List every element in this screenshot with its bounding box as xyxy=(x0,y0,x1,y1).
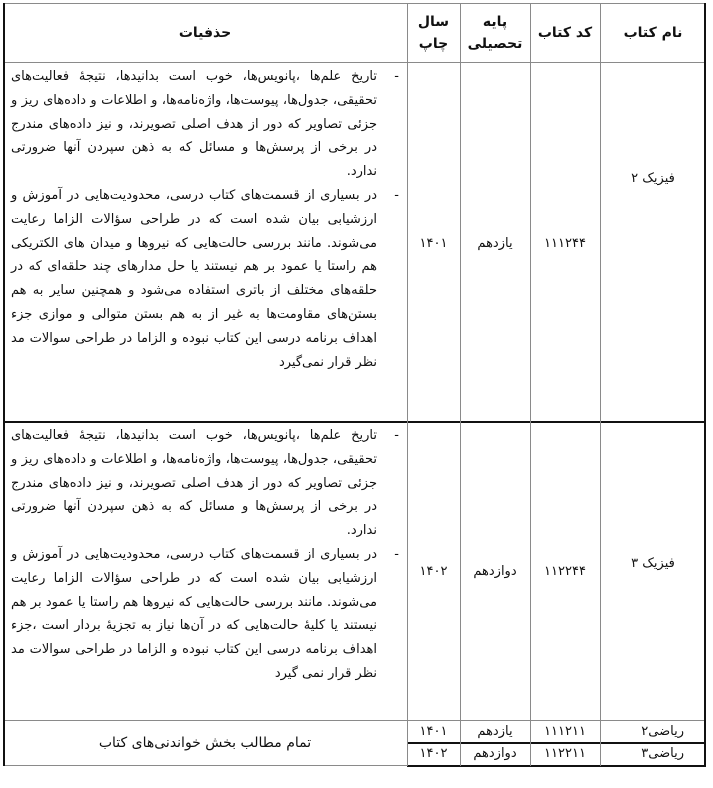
row1-book-name xyxy=(600,163,706,193)
row1-note-2 xyxy=(11,184,399,374)
row1-book-name-text: فیزیک ۲ xyxy=(631,170,675,186)
row1-book-code xyxy=(530,228,600,258)
row1-note-1 xyxy=(11,65,399,184)
divider-col-grade xyxy=(460,3,461,766)
row2-book-name xyxy=(600,548,706,578)
header-year-text: سال چاپ xyxy=(417,13,450,52)
row4-grade xyxy=(460,742,530,765)
divider-col-name xyxy=(600,3,601,766)
header-deletions-text: حذفیات xyxy=(178,24,232,41)
row2-note-1-text: تاریخ علم‌ها ،پانویس‌ها، خوب است بدانیدها، نتیجهٔ فعالیت‌های تحقیقی، جدول‌ها، پیوست‌ها، واژه‌نامه‌ها، و اطلاعات و داده‌های ریز و جزئی تصاویر که دور از هدف اصلی تصویرند، و نیز داده‌های مندرج در برخی از پرسش‌ها و مسائل که به ذهن سپردن آنها ضرورتی ندارد. xyxy=(11,428,377,539)
border-right xyxy=(704,3,706,767)
row2-year-text: ۱۴۰۲ xyxy=(419,563,448,579)
row4-book-name xyxy=(600,742,706,765)
row3-year xyxy=(407,720,460,742)
row1-book-code-text: ۱۱۱۲۴۴ xyxy=(544,235,586,251)
header-deletions xyxy=(3,3,407,62)
row1-note-1-text: تاریخ علم‌ها ،پانویس‌ها، خوب است بدانیدها، نتیجهٔ فعالیت‌های تحقیقی، جدول‌ها، پیوست‌ها، واژه‌نامه‌ها، و اطلاعات و داده‌های ریز و جزئی تصاویر که دور از هدف اصلی تصویرند، و نیز داده‌های مندرج در برخی از پرسش‌ها و مسائل که به ذهن سپردن آنها ضرورتی ندارد. xyxy=(11,69,377,180)
row2-grade xyxy=(460,556,530,586)
border-bottom-left xyxy=(3,765,407,766)
row2-deletions xyxy=(3,421,407,720)
header-grade-text: پایه تحصیلی xyxy=(467,13,523,52)
bullet-dash: - xyxy=(394,187,399,203)
row2-grade-text: دوازدهم xyxy=(473,563,517,579)
row3-book-name-text: ریاضی۲ xyxy=(641,723,684,739)
row3-year-text: ۱۴۰۱ xyxy=(419,723,448,739)
bullet-dash: - xyxy=(394,546,399,562)
header-book-code-text: کد کتاب xyxy=(537,24,593,41)
row1-year-text: ۱۴۰۱ xyxy=(419,235,448,251)
row1-deletions-list xyxy=(11,65,399,374)
row1-note-2-text: در بسیاری از قسمت‌های کتاب درسی، محدودیت‌هایی در آموزش و ارزشیابی بیان شده است که در طراحی سؤالات الزاما رعایت می‌شوند. مانند بررسی حالت‌هایی که نیروها و میدان های الکتریکی هم راستا یا عمود بر هم نیستند یا حل مدارهای چند حلقه‌ای که در حلقه‌های مختلف از باتری استفاده می‌شود و همچنین سایر به هم بستن‌های مقاومت‌ها به غیر از به هم بستن متوالی و موازی جزء اهداف برنامه درسی این کتاب نبوده و الزاما در طراحی سوالات مد نظر قرار نمی‌گیرد xyxy=(11,187,377,370)
row2-note-1 xyxy=(11,424,399,543)
header-book-name xyxy=(600,3,706,62)
row4-year-text: ۱۴۰۲ xyxy=(419,746,448,761)
row2-book-code-text: ۱۱۲۲۴۴ xyxy=(544,563,586,579)
bullet-dash: - xyxy=(394,428,399,443)
header-grade xyxy=(460,3,530,62)
row2-year xyxy=(407,556,460,586)
divider-row3 xyxy=(407,742,706,744)
math-deletions-text: تمام مطالب بخش خواندنی‌های کتاب xyxy=(98,734,312,751)
divider-col-code xyxy=(530,3,531,766)
row2-note-2 xyxy=(11,543,399,686)
row2-book-code xyxy=(530,556,600,586)
border-left xyxy=(3,3,5,766)
bullet-dash: - xyxy=(394,69,399,84)
row4-book-code-text: ۱۱۲۲۱۱ xyxy=(544,746,586,761)
header-book-name-text: نام کتاب xyxy=(623,24,683,41)
row3-book-code xyxy=(530,720,600,742)
book-deletions-table xyxy=(3,3,706,766)
row1-deletions xyxy=(3,62,407,421)
row3-grade-text: یازدهم xyxy=(477,723,513,739)
row1-grade xyxy=(460,228,530,258)
row4-book-code xyxy=(530,742,600,765)
row3-book-name xyxy=(600,720,706,742)
row1-grade-text: یازدهم xyxy=(477,235,513,251)
row3-book-code-text: ۱۱۱۲۱۱ xyxy=(544,723,586,739)
header-year xyxy=(407,3,460,62)
row1-year xyxy=(407,228,460,258)
row2-deletions-list xyxy=(11,424,399,686)
row4-year xyxy=(407,742,460,765)
math-deletions xyxy=(3,720,407,765)
row4-grade-text: دوازدهم xyxy=(473,746,517,761)
header-book-code xyxy=(530,3,600,62)
row4-book-name-text: ریاضی۳ xyxy=(641,746,684,761)
divider-col-year xyxy=(407,3,408,766)
row2-note-2-text: در بسیاری از قسمت‌های کتاب درسی، محدودیت‌هایی در آموزش و ارزشیابی بیان شده است که در طراحی سؤالات الزاما رعایت می‌شوند. مانند بررسی حالت‌هایی که نیروها هم راستا یا عمود بر هم نیستند یا کلیهٔ حالت‌هایی که در آن‌ها نیاز به تجزیهٔ بردار است ،جزء اهداف برنامه درسی این کتاب نبوده و الزاما در طراحی سوالات مد نظر قرار نمی گیرد xyxy=(11,546,377,681)
row3-grade xyxy=(460,720,530,742)
divider-row4 xyxy=(407,765,706,767)
row2-book-name-text: فیزیک ۳ xyxy=(631,555,675,571)
